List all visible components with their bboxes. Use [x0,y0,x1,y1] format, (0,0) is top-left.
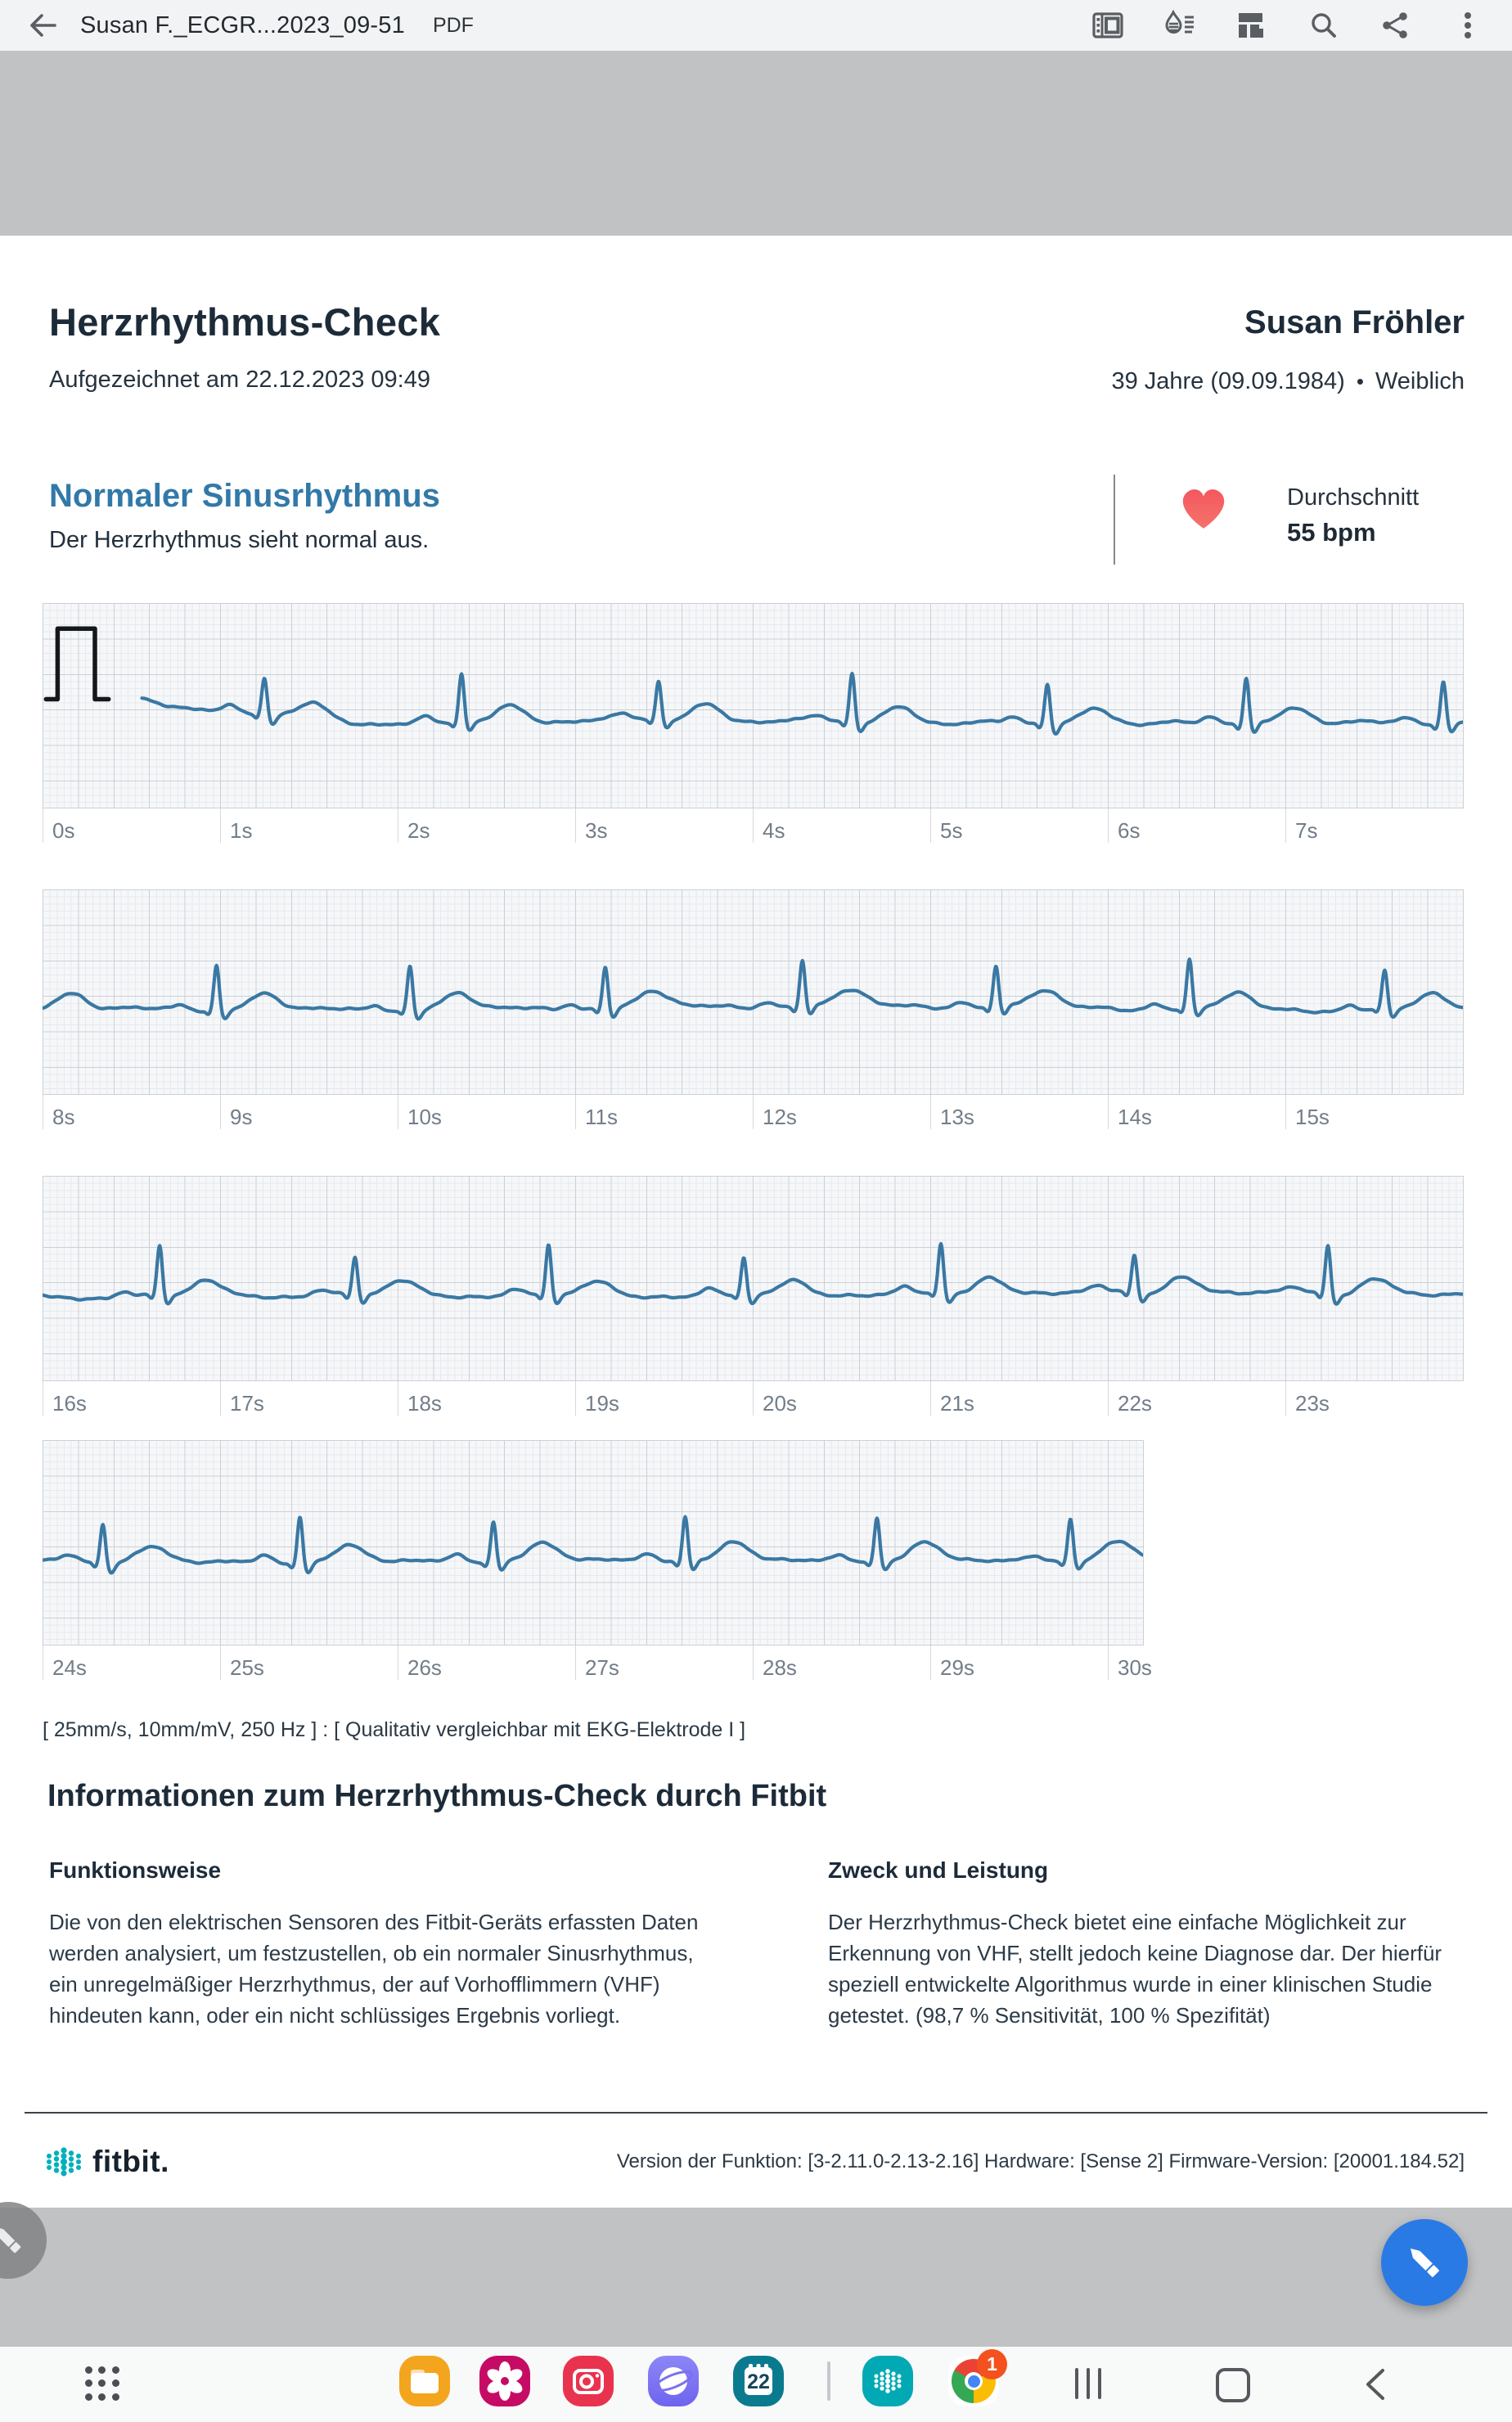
time-tick-label: 30s [1118,1655,1152,1680]
patient-name: Susan Fröhler [1244,304,1465,340]
time-tick-label: 3s [585,818,608,843]
ecg-waveform [43,1517,1143,1573]
pdf-badge: PDF [432,13,474,37]
time-tick [575,808,576,843]
time-tick [575,1381,576,1416]
info-column-funktionsweise [49,1857,712,2031]
ecg-waveform [43,959,1463,1019]
time-tick [1285,1381,1286,1416]
time-tick-label: 23s [1295,1391,1330,1416]
time-tick [1108,1381,1109,1416]
time-tick-label: 18s [407,1391,442,1416]
share-icon[interactable] [1379,9,1412,42]
more-icon[interactable] [1451,9,1484,42]
patient-info: 39 Jahre (09.09.1984) • Weiblich [1111,368,1465,394]
time-tick-label: 6s [1118,818,1141,843]
time-tick-label: 2s [407,818,430,843]
back-button[interactable] [1363,2368,1386,2405]
time-tick-label: 15s [1295,1105,1330,1129]
recorded-timestamp: Aufgezeichnet am 22.12.2023 09:49 [49,367,430,393]
gallery-app-icon[interactable] [479,2356,530,2406]
time-tick-label: 13s [940,1105,974,1129]
average-value: 55 bpm [1287,518,1376,547]
heart-icon [1177,481,1231,536]
thumbnail-panel-icon[interactable] [1091,9,1124,42]
version-line: Version der Funktion: [3-2.11.0-2.13-2.16] Hardware: [Sense 2] Firmware-Version: [20001.184.52] [616,2150,1465,2172]
fitbit-wordmark: fitbit. [92,2145,169,2178]
average-label: Durchschnitt [1287,484,1420,511]
time-tick [220,1645,221,1680]
info-column-title: Zweck und Leistung [828,1857,1049,1883]
time-tick [1285,1095,1286,1129]
time-tick-label: 1s [230,818,253,843]
page-view-icon[interactable] [1235,9,1268,42]
time-tick [930,1381,931,1416]
fitbit-app-icon[interactable] [862,2356,913,2406]
time-tick-label: 27s [585,1655,619,1680]
result-description: Der Herzrhythmus sieht normal aus. [49,527,430,553]
time-tick [753,808,754,843]
chrome-app-icon[interactable] [948,2353,999,2406]
app-bar [0,0,1512,51]
viewer-canvas-bottom [0,2208,1512,2347]
time-tick-label: 4s [763,818,785,843]
ecg-grid [43,1440,1144,1645]
average-bpm-block [1287,484,1419,547]
ecg-grid [43,1176,1464,1381]
time-tick [930,808,931,843]
ecg-time-axis [43,1645,1152,1688]
info-columns [49,1857,1466,2031]
internet-app-icon[interactable] [648,2356,699,2406]
ecg-technical-note: [ 25mm/s, 10mm/mV, 250 Hz ] : [ Qualitativ vergleichbar mit EKG-Elektrode I ] [43,1718,746,1741]
time-tick-label: 10s [407,1105,442,1129]
info-column-zweck [828,1857,1466,2031]
time-tick-label: 5s [940,818,963,843]
time-tick [220,1381,221,1416]
time-tick [1108,1645,1109,1680]
time-tick-label: 24s [52,1655,87,1680]
calendar-app-icon[interactable] [733,2356,784,2406]
time-tick-label: 12s [763,1105,797,1129]
ecg-waveform [43,1244,1462,1304]
time-tick-label: 20s [763,1391,797,1416]
footer-rule [25,2112,1487,2114]
nav-divider [827,2361,830,2401]
time-tick [575,1645,576,1680]
time-tick [220,808,221,843]
edit-fab[interactable] [1381,2219,1468,2306]
time-tick-label: 19s [585,1391,619,1416]
page-footer [45,2136,1465,2188]
ecg-strip [43,889,1463,1137]
pencil-icon [0,2222,26,2258]
app-drawer-button[interactable] [82,2363,123,2404]
time-tick [1285,808,1286,843]
ecg-strips [43,603,1466,1691]
time-tick [753,1381,754,1416]
ecg-strip [43,1176,1463,1424]
report-title: Herzrhythmus-Check [49,300,441,344]
time-tick-label: 7s [1295,818,1318,843]
time-tick-label: 26s [407,1655,442,1680]
time-tick-label: 8s [52,1105,75,1129]
time-tick-label: 21s [940,1391,974,1416]
result-divider [1114,475,1115,565]
time-tick [220,1095,221,1129]
time-tick-label: 29s [940,1655,974,1680]
ecg-time-axis [43,808,1463,851]
time-tick [1108,1095,1109,1129]
ecg-time-axis [43,1381,1463,1424]
time-tick-label: 14s [1118,1105,1152,1129]
time-tick-label: 9s [230,1105,253,1129]
document-title-bar: Susan F._ECGR...2023_09-51 [80,11,405,38]
time-tick [753,1095,754,1129]
time-tick-label: 25s [230,1655,264,1680]
search-icon[interactable] [1307,9,1340,42]
info-heading: Informationen zum Herzrhythmus-Check durch Fitbit [47,1779,827,1813]
ecg-strip [43,1440,1152,1688]
time-tick [575,1095,576,1129]
info-column-title: Funktionsweise [49,1857,222,1883]
pdf-page[interactable] [0,236,1512,2208]
camera-app-icon[interactable] [563,2356,614,2406]
info-column-body: Die von den elektrischen Sensoren des Fitbit-Geräts erfassten Daten werden analysiert, um festzustellen, ob ein normaler Sinusrhythmus, ein unregelmäßiger Herzrhythmus, der auf Vorhofflimmern (VHF) hindeuten kann, oder ein nicht schlüssiges Ergebnis vorliegt. [49,1910,699,2028]
ecg-grid [43,603,1464,808]
ecg-waveform [142,673,1464,734]
fitbit-dots-icon [45,2141,83,2183]
time-tick-label: 0s [52,818,75,843]
time-tick [930,1095,931,1129]
pencil-icon [1403,2241,1446,2284]
my-files-app-icon[interactable] [399,2356,450,2406]
ecg-strip [43,603,1463,851]
info-column-body: Der Herzrhythmus-Check bietet eine einfache Möglichkeit zur Erkennung von VHF, stellt jedoch keine Diagnose dar. Der hierfür speziell entwickelte Algorithmus wurde in einer klinischen Studie getestet. (98,7 % Sensitivität, 100 % Spezifität) [828,1910,1442,2028]
time-tick [1108,808,1109,843]
time-tick [753,1645,754,1680]
time-tick-label: 28s [763,1655,797,1680]
time-tick-label: 17s [230,1391,264,1416]
viewer-canvas-top [0,51,1512,236]
calendar-day-label: 22 [747,2370,770,2393]
time-tick-label: 16s [52,1391,87,1416]
fitbit-logo [45,2141,169,2183]
notification-badge: 1 [977,2349,1007,2379]
time-tick [930,1645,931,1680]
back-icon[interactable] [25,9,57,42]
ink-annotation-icon[interactable] [1163,9,1196,42]
home-button[interactable] [1216,2368,1250,2402]
ecg-grid [43,889,1464,1095]
recents-button[interactable] [1073,2368,1103,2403]
ecg-time-axis [43,1095,1463,1137]
time-tick-label: 22s [1118,1391,1152,1416]
time-tick-label: 11s [585,1105,618,1129]
result-heading: Normaler Sinusrhythmus [49,478,440,514]
